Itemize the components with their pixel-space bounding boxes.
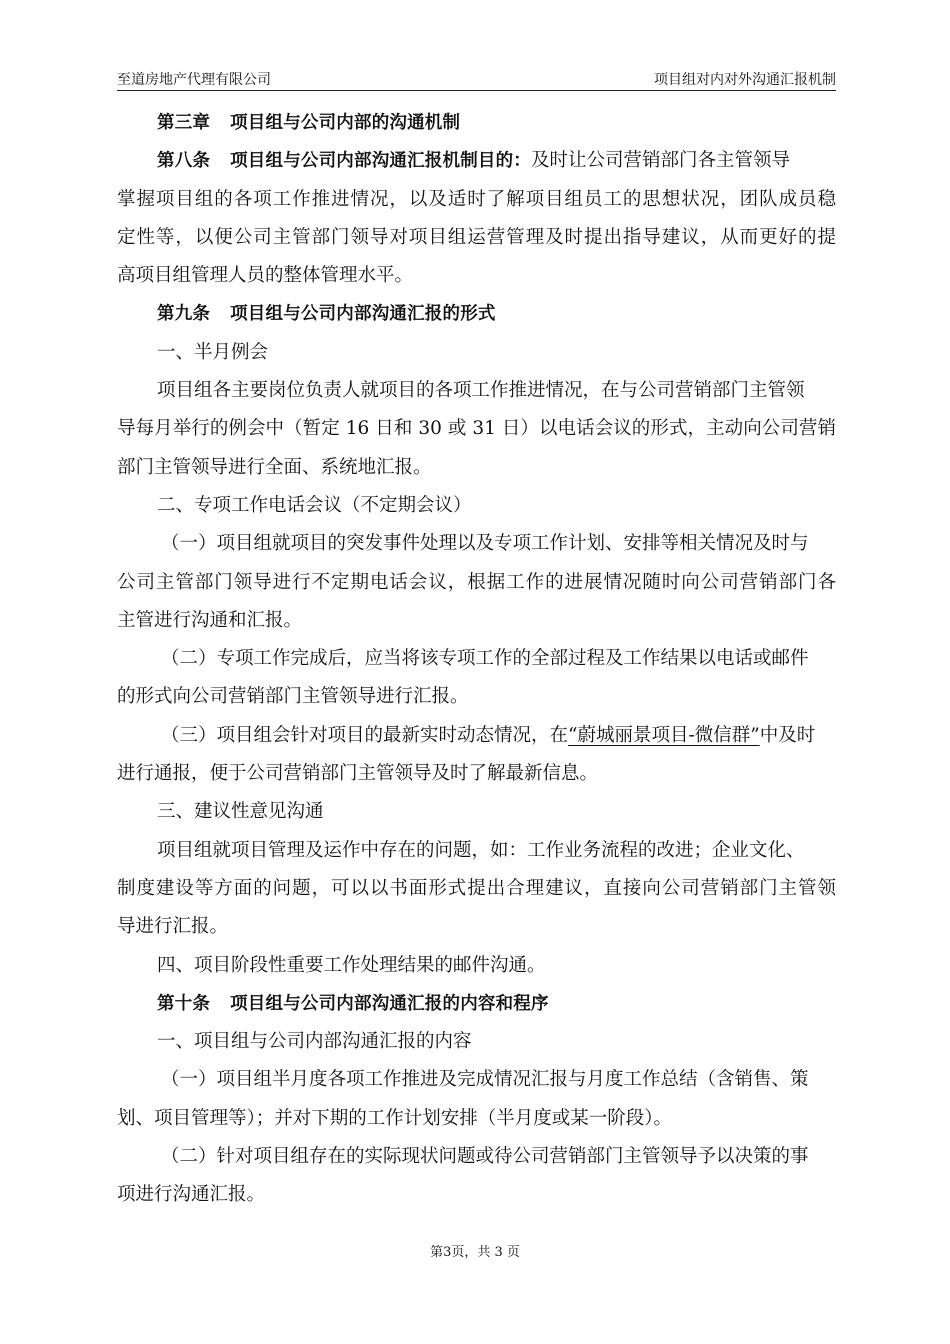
text-segment: 中及时	[759, 724, 816, 746]
article-8-number: 第八条	[157, 151, 211, 172]
text-line: 项目组就项目管理及运作中存在的问题，如：工作业务流程的改进；企业文化、	[157, 839, 805, 861]
text-line: 导每月举行的例会中（暂定 16 日和 30 或 31 日）以电话会议的形式，主动向公司营销	[117, 418, 836, 440]
text-line: 导进行汇报。	[117, 916, 229, 938]
text-line: （二）针对项目组存在的实际现状问题或待公司营销部门主管领导予以决策的事	[161, 1146, 809, 1168]
article-9-heading	[117, 295, 836, 333]
document-body	[117, 104, 836, 1215]
article-10-number: 第十条	[157, 993, 211, 1014]
section-heading: 一、半月例会	[157, 341, 269, 363]
text-line: （一）项目组半月度各项工作推进及完成情况汇报与月度工作总结（含销售、策	[161, 1069, 809, 1091]
text-segment: （三）项目组会针对项目的最新实时动态情况，在	[161, 724, 569, 746]
text-line: 划、项目管理等）；并对下期的工作计划安排（半月度或某一阶段）。	[117, 1107, 673, 1129]
text-line: 主管进行沟通和汇报。	[117, 609, 303, 631]
text-line: 公司主管部门领导进行不定期电话会议，根据工作的进展情况随时向公司营销部门各	[117, 571, 836, 593]
section-heading: 四、项目阶段性重要工作处理结果的邮件沟通。	[157, 954, 546, 976]
document-title: 项目组对内对外沟通汇报机制	[654, 72, 836, 88]
chapter-title: 项目组与公司内部的沟通机制	[230, 113, 461, 133]
page-footer	[0, 1244, 950, 1262]
company-name: 至道房地产代理有限公司	[117, 72, 271, 88]
text-line: 定性等，以便公司主管部门领导对项目组运营管理及时提出指导建议，从而更好的提	[117, 226, 836, 248]
chapter-heading	[117, 104, 836, 142]
article-9-number: 第九条	[157, 304, 211, 325]
article-10-heading	[117, 985, 836, 1023]
text-line: 项进行沟通汇报。	[117, 1184, 266, 1206]
section-heading: 一、项目组与公司内部沟通汇报的内容	[157, 1031, 472, 1053]
article-8-title: 项目组与公司内部沟通汇报机制目的：	[230, 151, 532, 172]
wechat-group-name: “蔚城丽景项目-微信群”	[568, 724, 760, 746]
text-line: 掌握项目组的各项工作推进情况，以及适时了解项目组员工的思想状况，团队成员稳	[117, 188, 836, 210]
page-number: 第3页，共 3 页	[430, 1245, 520, 1260]
text-line: 制度建设等方面的问题，可以以书面形式提出合理建议，直接向公司营销部门主管领	[117, 877, 836, 899]
article-9-title: 项目组与公司内部沟通汇报的形式	[230, 304, 496, 325]
text-line: 进行通报，便于公司营销部门主管领导及时了解最新信息。	[117, 763, 599, 785]
text-line: 的形式向公司营销部门主管领导进行汇报。	[117, 686, 469, 708]
page-header	[117, 70, 836, 91]
text-line: 部门主管领导进行全面、系统地汇报。	[117, 456, 432, 478]
text-line: （二）专项工作完成后，应当将该专项工作的全部过程及工作结果以电话或邮件	[161, 648, 809, 670]
article-8-text: 及时让公司营销部门各主管领导	[531, 150, 791, 172]
article-8-line-1	[117, 142, 836, 180]
text-line	[117, 717, 836, 755]
text-line: 项目组各主要岗位负责人就项目的各项工作推进情况，在与公司营销部门主管领	[157, 380, 805, 402]
chapter-number: 第三章	[157, 113, 211, 133]
text-line: 高项目组管理人员的整体管理水平。	[117, 265, 414, 287]
section-heading: 三、建议性意见沟通	[157, 801, 324, 823]
article-10-title: 项目组与公司内部沟通汇报的内容和程序	[230, 993, 549, 1014]
text-line: （一）项目组就项目的突发事件处理以及专项工作计划、安排等相关情况及时与	[161, 533, 809, 555]
section-heading: 二、专项工作电话会议（不定期会议）	[157, 494, 472, 516]
